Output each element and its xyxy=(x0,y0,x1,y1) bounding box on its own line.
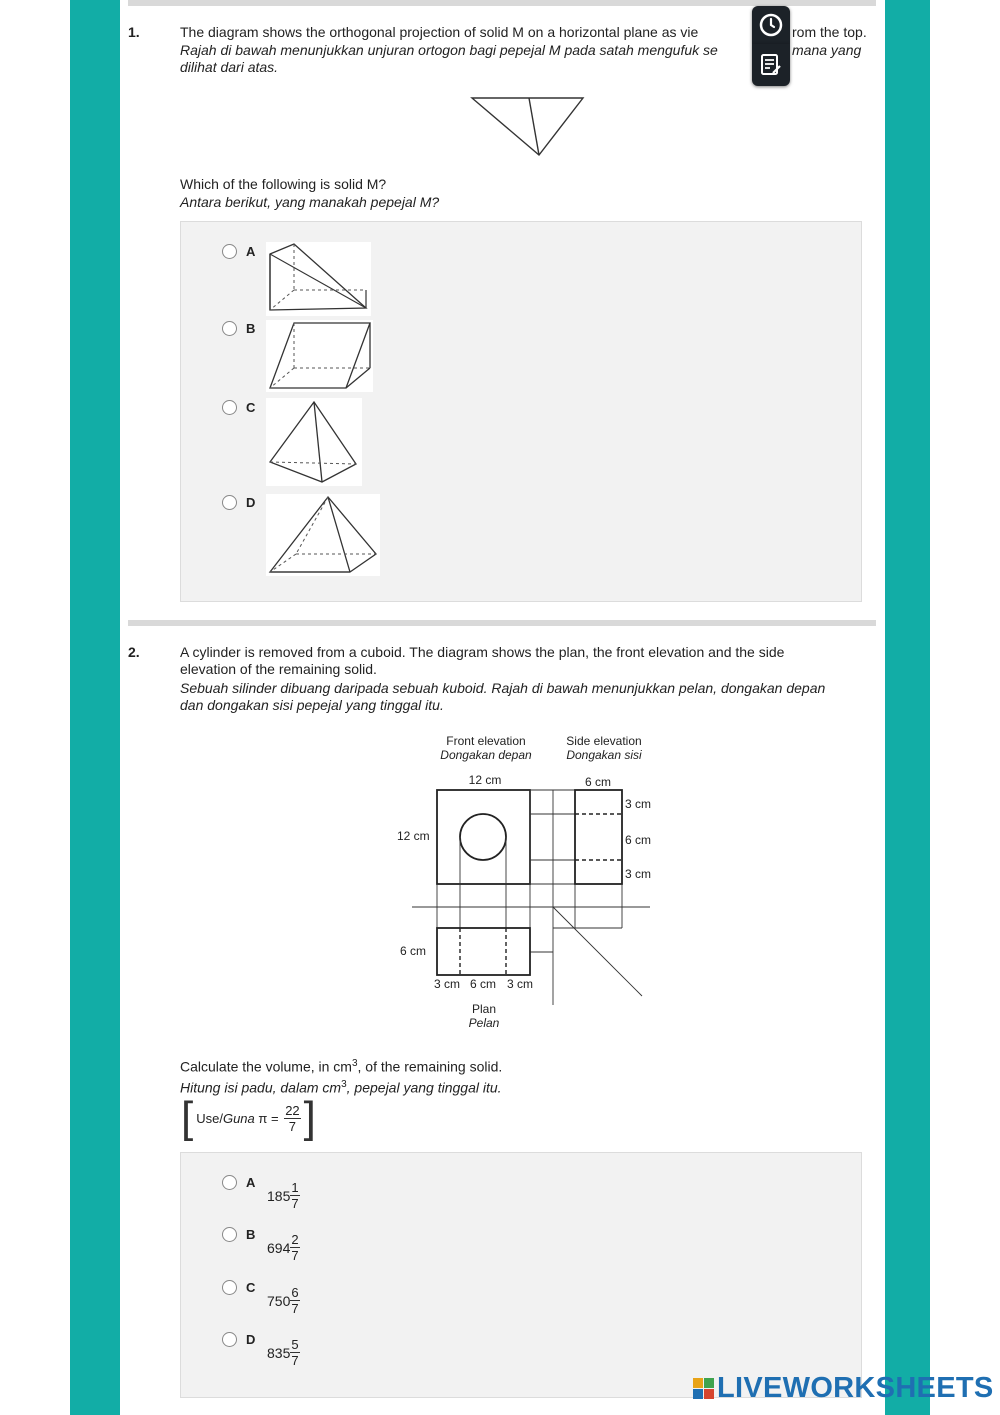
plan-b-label: 6 cm xyxy=(469,977,497,991)
question-1-number: 1. xyxy=(128,24,140,40)
radio-button[interactable] xyxy=(222,1280,237,1295)
triangular-pyramid-figure xyxy=(266,398,362,486)
side-elevation-label: Side elevation xyxy=(566,734,642,748)
side-elevation-label-ms: Dongakan sisi xyxy=(566,748,642,762)
plan-label: Plan xyxy=(471,1002,497,1016)
answer-c-value[interactable]: 750 $\frac{6}{7}$ xyxy=(267,1285,299,1316)
orthographic-projection-diagram xyxy=(390,730,670,1032)
triangular-prism-figure xyxy=(266,242,371,316)
square-pyramid-figure xyxy=(266,494,380,576)
front-elevation-label: Front elevation xyxy=(446,734,526,748)
radio-button[interactable] xyxy=(222,400,237,415)
left-accent-stripe xyxy=(70,0,120,1415)
question-1-prompt-en: Which of the following is solid M? xyxy=(180,176,387,192)
option-letter: B xyxy=(246,321,256,336)
question-1-option-c[interactable] xyxy=(222,400,255,415)
question-2-option-c[interactable]: C xyxy=(222,1280,255,1295)
answer-a-value[interactable]: 185 $\frac{1}{7}$ xyxy=(267,1180,299,1211)
question-1-option-b[interactable] xyxy=(222,321,255,336)
question-1-text-ms-2: dilihat dari atas. xyxy=(180,59,279,75)
right-accent-stripe xyxy=(885,0,930,1415)
question-2-prompt-ms: Hitung isi padu, dalam $cm^3$, pepejal yang tinggal itu. xyxy=(180,1079,502,1096)
answer-d-value[interactable]: 835 $\frac{5}{7}$ xyxy=(267,1337,299,1368)
question-1-text-en: The diagram shows the orthogonal projection of solid M on a horizontal plane as vie xyxy=(180,24,699,40)
question-1-top-view-diagram xyxy=(470,96,586,158)
prism-figure xyxy=(266,320,373,392)
option-letter: C xyxy=(246,400,256,415)
question-2-option-d[interactable]: D xyxy=(222,1332,255,1347)
plan-label-ms: Pelan xyxy=(468,1016,500,1030)
question-2-text-en-1: A cylinder is removed from a cuboid. The diagram shows the plan, the front elevation and the side xyxy=(180,644,785,660)
option-letter: A xyxy=(246,244,256,259)
radio-button[interactable] xyxy=(222,1332,237,1347)
option-b-figure[interactable] xyxy=(266,320,373,392)
logo-grid-icon xyxy=(693,1378,714,1399)
question-1-prompt-ms: Antara berikut, yang manakah pepejal M? xyxy=(180,194,440,210)
notes-icon xyxy=(760,53,782,77)
radio-button[interactable] xyxy=(222,244,237,259)
logo-text: LIVEWORKSHEETS xyxy=(717,1372,994,1404)
front-elevation-square xyxy=(437,790,530,884)
question-1-text-ms-tail: mana yang xyxy=(792,42,862,58)
front-elevation-label-ms: Dongakan depan xyxy=(440,748,532,762)
side-top-label: 3 cm xyxy=(625,797,652,811)
question-2-prompt-en: Calculate the volume, in $cm^3$, of the remaining solid. xyxy=(180,1058,503,1075)
radio-button[interactable] xyxy=(222,321,237,336)
side-elevation-rect xyxy=(575,790,622,884)
plan-rect xyxy=(437,928,530,975)
radio-button[interactable] xyxy=(222,1175,237,1190)
question-2-option-a[interactable]: A xyxy=(222,1175,255,1190)
option-c-figure[interactable] xyxy=(266,398,362,486)
timer-icon xyxy=(758,12,784,38)
pi-value-note: [ Use/ Guna π = $\frac{22}{7}$ ] xyxy=(181,1093,316,1142)
question-1-option-a[interactable] xyxy=(222,244,255,259)
notes-button[interactable] xyxy=(752,44,790,86)
plan-a-label: 3 cm xyxy=(433,977,461,991)
side-bot-label: 3 cm xyxy=(625,867,652,881)
section-divider xyxy=(128,620,876,626)
question-1-option-d[interactable] xyxy=(222,495,255,510)
question-2-text-en-2: elevation of the remaining solid. xyxy=(180,661,377,677)
plan-depth-label: 6 cm xyxy=(400,944,427,958)
option-d-figure[interactable] xyxy=(266,494,380,576)
front-height-label: 12 cm xyxy=(397,829,430,843)
liveworksheets-logo xyxy=(693,1372,994,1405)
timer-button[interactable] xyxy=(752,6,790,44)
question-2-option-b[interactable]: B xyxy=(222,1227,255,1242)
cylinder-hole-circle xyxy=(460,814,506,860)
front-width-label: 12 cm xyxy=(468,773,502,787)
side-width-label: 6 cm xyxy=(584,775,612,789)
plan-c-label: 3 cm xyxy=(506,977,534,991)
option-letter: D xyxy=(246,495,256,510)
radio-button[interactable] xyxy=(222,1227,237,1242)
option-a-figure[interactable] xyxy=(266,242,371,316)
question-2-text-ms-2: dan dongakan sisi pepejal yang tinggal itu. xyxy=(180,697,444,713)
question-2-text-ms-1: Sebuah silinder dibuang daripada sebuah kuboid. Rajah di bawah menunjukkan pelan, dongakan depan xyxy=(180,680,826,696)
question-2-number: 2. xyxy=(128,644,140,660)
question-1-text-en-tail: rom the top. xyxy=(792,24,867,40)
answer-b-value[interactable]: 694 $\frac{2}{7}$ xyxy=(267,1232,299,1263)
radio-button[interactable] xyxy=(222,495,237,510)
side-mid-label: 6 cm xyxy=(625,833,652,847)
question-1-text-ms: Rajah di bawah menunjukkan unjuran ortogon bagi pepejal M pada satah mengufuk se xyxy=(180,42,718,58)
